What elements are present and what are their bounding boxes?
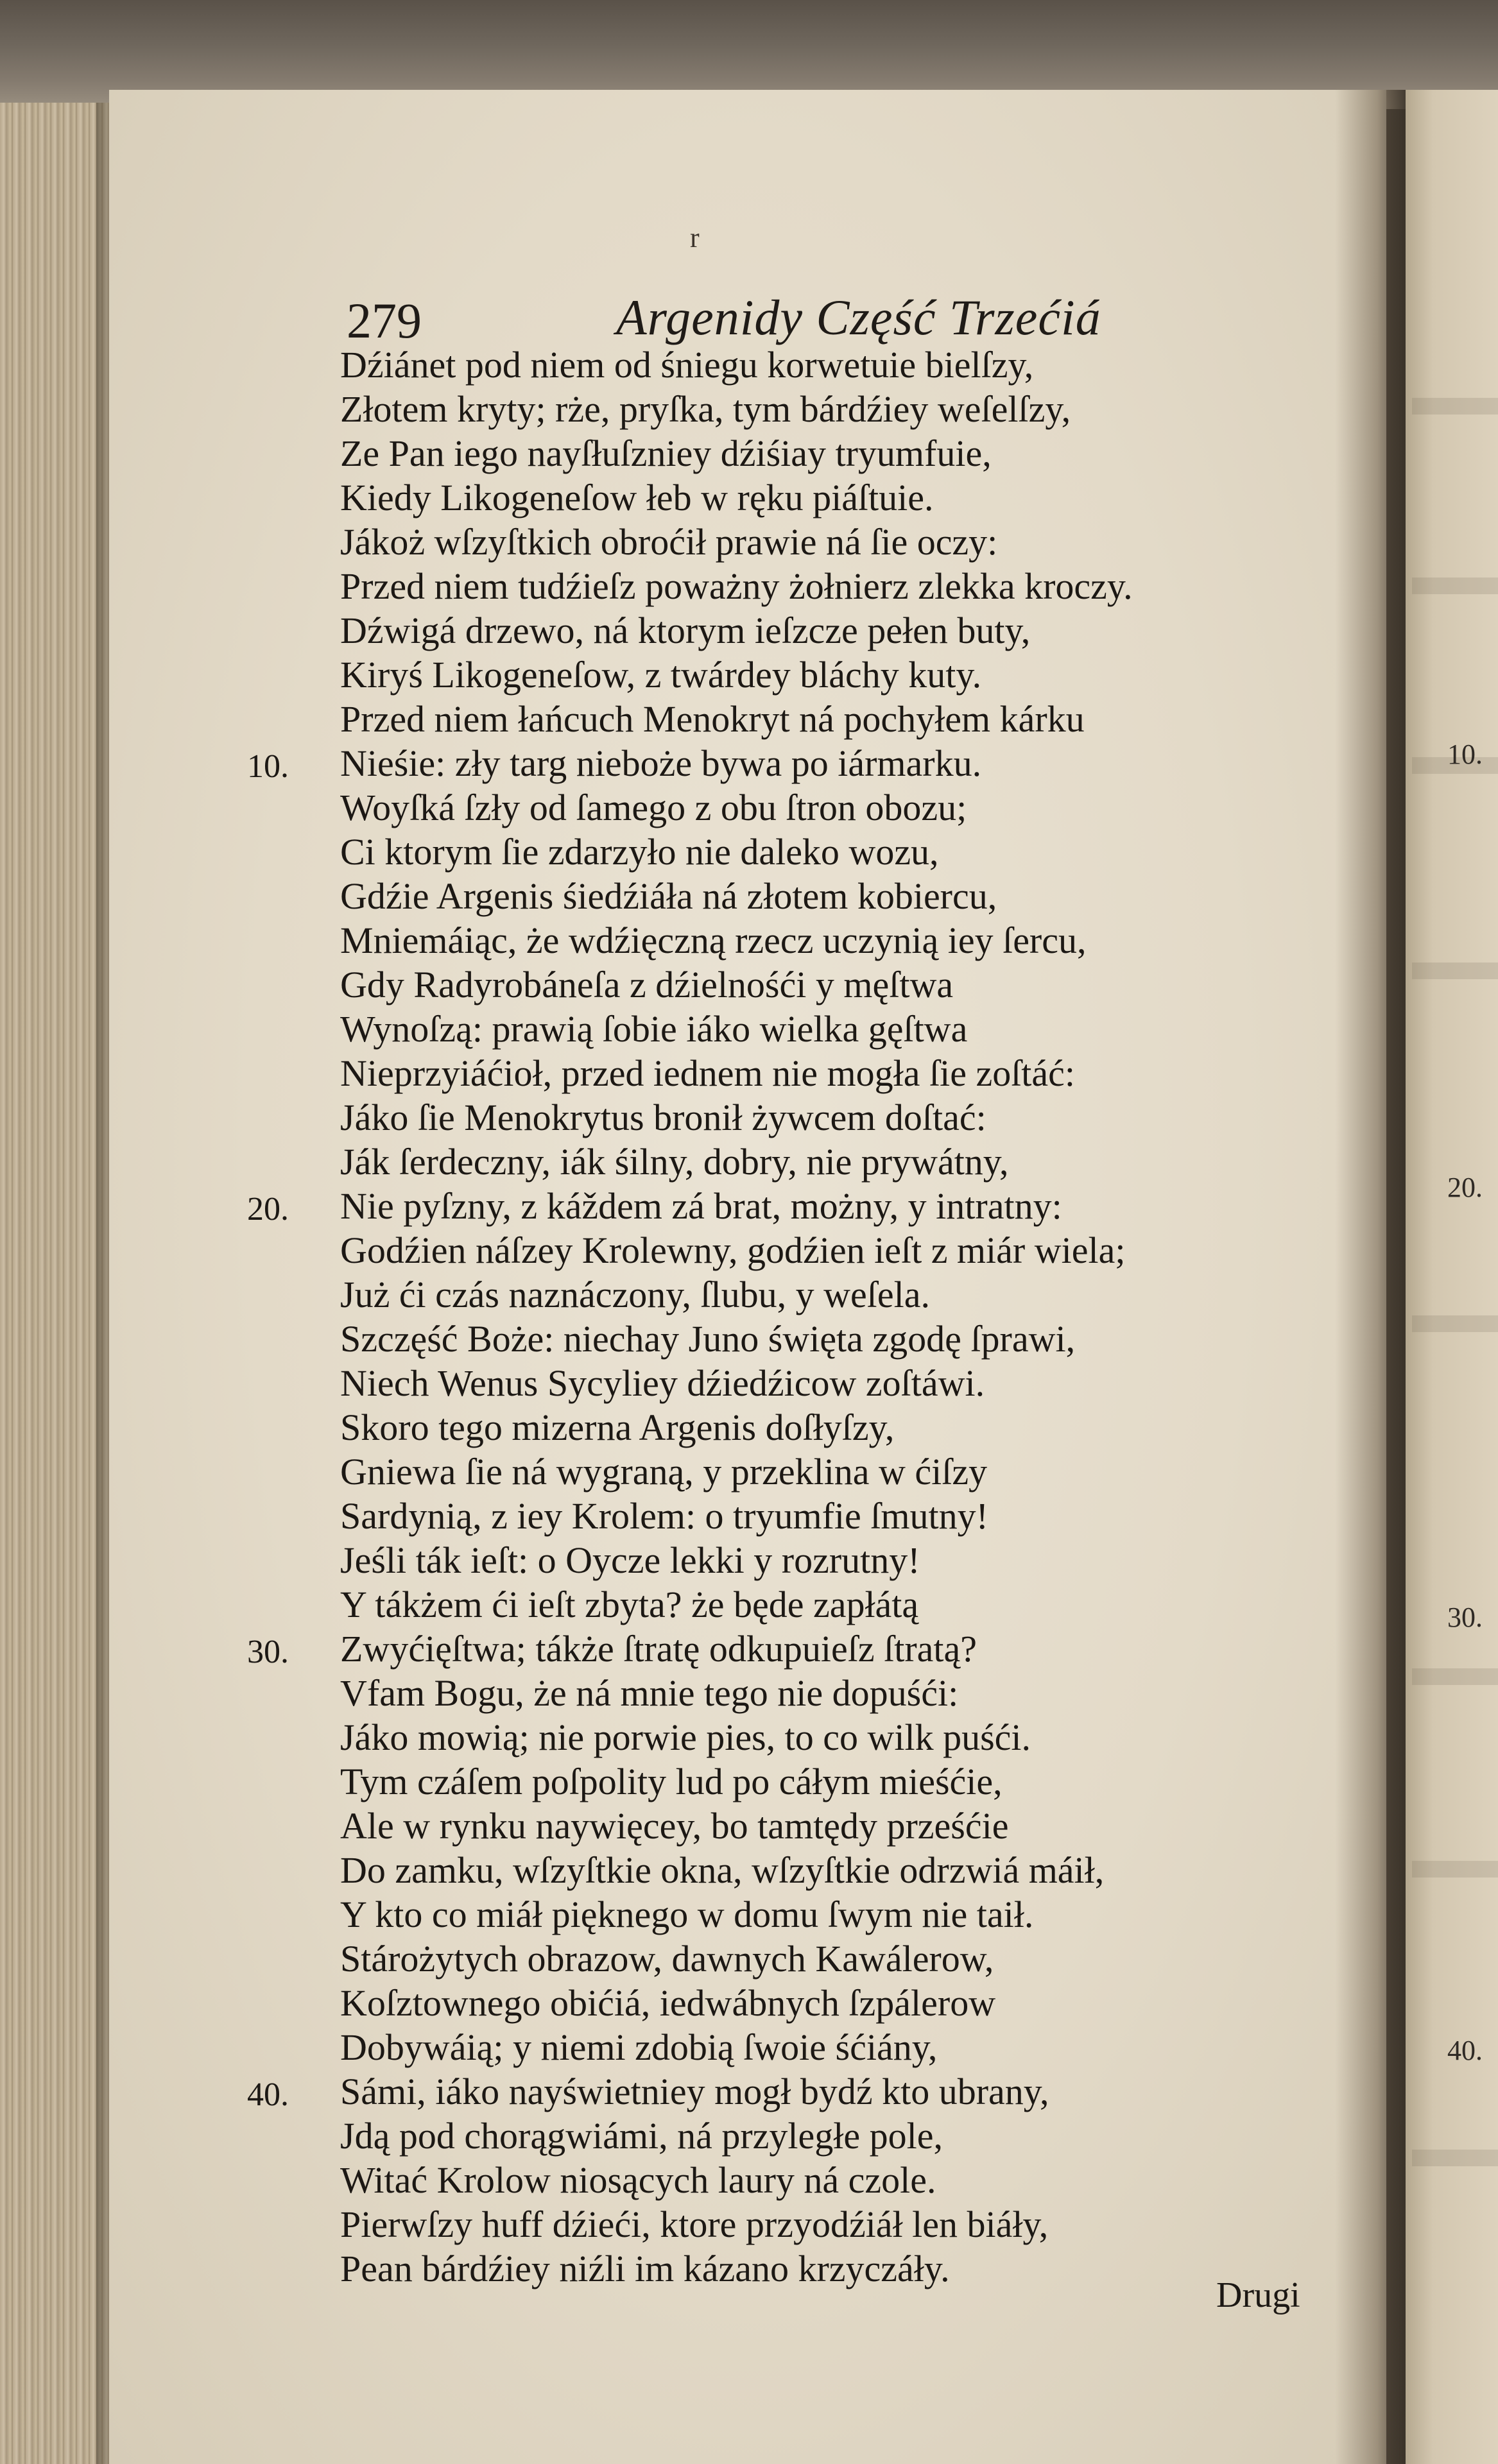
verse-line: Woyſká ſzły od ſamego z obu ſtron obozu; [340,787,967,828]
verse-line: Tym czáſem poſpolity lud po cáłym mieśćie, [340,1761,1003,1802]
verse-line: Gdy Radyrobáneſa z dźielnośći y męſtwa [340,964,954,1005]
verse-line: Witać Krolow niosących laury ná czole. [340,2159,936,2201]
facing-page-line-number: 10. [1447,739,1483,770]
verse-line: Jáko ſie Menokrytus bronił żywcem doſtać: [340,1097,986,1138]
verse-line: Koſztownego obićiá, iedwábnych ſzpálerow [340,1982,996,2024]
verse-line: Ze Pan iego nayſłuſzniey dźiśiay tryumfuie, [340,432,992,474]
verse-line: Przed niem tudźieſz poważny żołnierz zlekka kroczy. [340,565,1133,607]
verse-line: Dobywáią; y niemi zdobią ſwoie śćiány, [340,2026,938,2068]
verse-line: Y kto co miáł pięknego w domu ſwym nie taił. [340,1894,1034,1935]
verse-line: Jdą pod chorągwiámi, ná przyległe pole, [340,2115,943,2157]
page-number: 279 [347,293,422,348]
verse-line: Kiryś Likogeneſow, z twárdey bláchy kuty. [340,654,982,696]
verse-line: Nieprzyiáćioł, przed iednem nie mogła ſie zoſtáć: [340,1052,1076,1094]
verse-line: Gniewa ſie ná wygraną, y przeklina w ćiſzy [340,1451,988,1493]
verse-line: Gdźie Argenis śiedźiáła ná złotem kobiercu, [340,875,997,917]
verse-line: Złotem kryty; rże, pryſka, tym bárdźiey weſelſzy, [340,388,1071,430]
running-title: Argenidy Część Trzećiá [616,289,1101,345]
facing-page-text-fragment [1412,398,1498,415]
verse-line: Zwyćięſtwa; tákże ſtratę odkupuieſz ſtratą? [340,1628,977,1670]
verse-line: Ci ktorym ſie zdarzyło nie daleko wozu, [340,831,939,873]
verse-line: Kiedy Likogeneſow łeb w ręku piáſtuie. [340,477,934,518]
page-gutter-shadow [1335,90,1406,2464]
verse-line: Do zamku, wſzyſtkie okna, wſzyſtkie odrzwiá máił, [340,1849,1105,1891]
verse-line: Sardynią, z iey Krolem: o tryumfie ſmutny! [340,1495,988,1537]
catchword: Drugi [1216,2275,1300,2315]
facing-page-line-number: 30. [1447,1602,1483,1633]
verse-line: Vfam Bogu, że ná mnie tego nie dopuśći: [340,1672,959,1714]
verse-line: Ale w rynku naywięcey, bo tamtędy prześćie [340,1805,1009,1847]
verse-line: Sámi, iáko nayświetniey mogł bydź kto ubrany, [340,2071,1049,2112]
facing-page-text-fragment [1412,1861,1498,1878]
verse-line: Godźien náſzey Krolewny, godźien ieſt z miár wiela; [340,1229,1126,1271]
line-number-40: 40. [247,2076,289,2113]
verse-line: Przed niem łańcuch Menokryt ná pochyłem kárku [340,698,1085,740]
facing-page-edge [1406,90,1498,2464]
facing-page-line-number: 40. [1447,2035,1483,2066]
verse-line: Nieśie: zły targ nieboże bywa po iármarku. [340,742,982,784]
verse-line: Pierwſzy huff dźieći, ktore przyodźiáł len biáły, [340,2203,1049,2245]
verse-line: Nie pyſzny, z káždem zá brat, możny, y intratny: [340,1185,1062,1227]
facing-page-text-fragment [1412,1315,1498,1332]
line-number-20: 20. [247,1191,289,1228]
verse-line: Skoro tego mizerna Argenis doſłyſzy, [340,1407,895,1448]
facing-page-line-number: 20. [1447,1172,1483,1203]
verse-line: Pean bárdźiey niźli im kázano krzyczáły. [340,2248,950,2289]
facing-page-text-fragment [1412,963,1498,979]
verse-line: Stárożytych obrazow, dawnych Kawálerow, [340,1938,994,1980]
verse-line: Dźiánet pod niem od śniegu korwetuie bielſzy, [340,344,1034,386]
verse-line: Mniemáiąc, że wdźięczną rzecz uczynią iey ſercu, [340,920,1087,961]
verse-line: Wynoſzą: prawią ſobie iáko wielka gęſtwa [340,1008,968,1050]
verse-line: Niech Wenus Sycyliey dźiedźicow zoſtáwi. [340,1362,985,1404]
facing-page-text-fragment [1412,1668,1498,1685]
ink-speck: r [690,222,700,253]
line-number-10: 10. [247,748,289,785]
facing-page-text-fragment [1412,2150,1498,2166]
verse-line: Jáko mowią; nie porwie pies, to co wilk puśći. [340,1716,1031,1758]
line-number-30: 30. [247,1634,289,1670]
facing-page-text-fragment [1412,578,1498,594]
verse-line: Szczęść Boże: niechay Juno święta zgodę ſprawi, [340,1318,1076,1360]
verse-line: Jeśli ták ieſt: o Oycze lekki y rozrutny! [340,1539,920,1581]
left-page-edges [0,103,109,2464]
verse-line: Już ći czás naznáczony, ſlubu, y weſela. [340,1274,930,1315]
verse-line: Jákoż wſzyſtkich obroćił prawie ná ſie oczy: [340,521,998,563]
verse-line: Y tákżem ći ieſt zbyta? że będe zapłátą [340,1584,919,1625]
verse-line: Dźwigá drzewo, ná ktorym ieſzcze pełen buty, [340,610,1031,651]
verse-line: Ják ſerdeczny, iák śilny, dobry, nie prywátny, [340,1141,1009,1183]
